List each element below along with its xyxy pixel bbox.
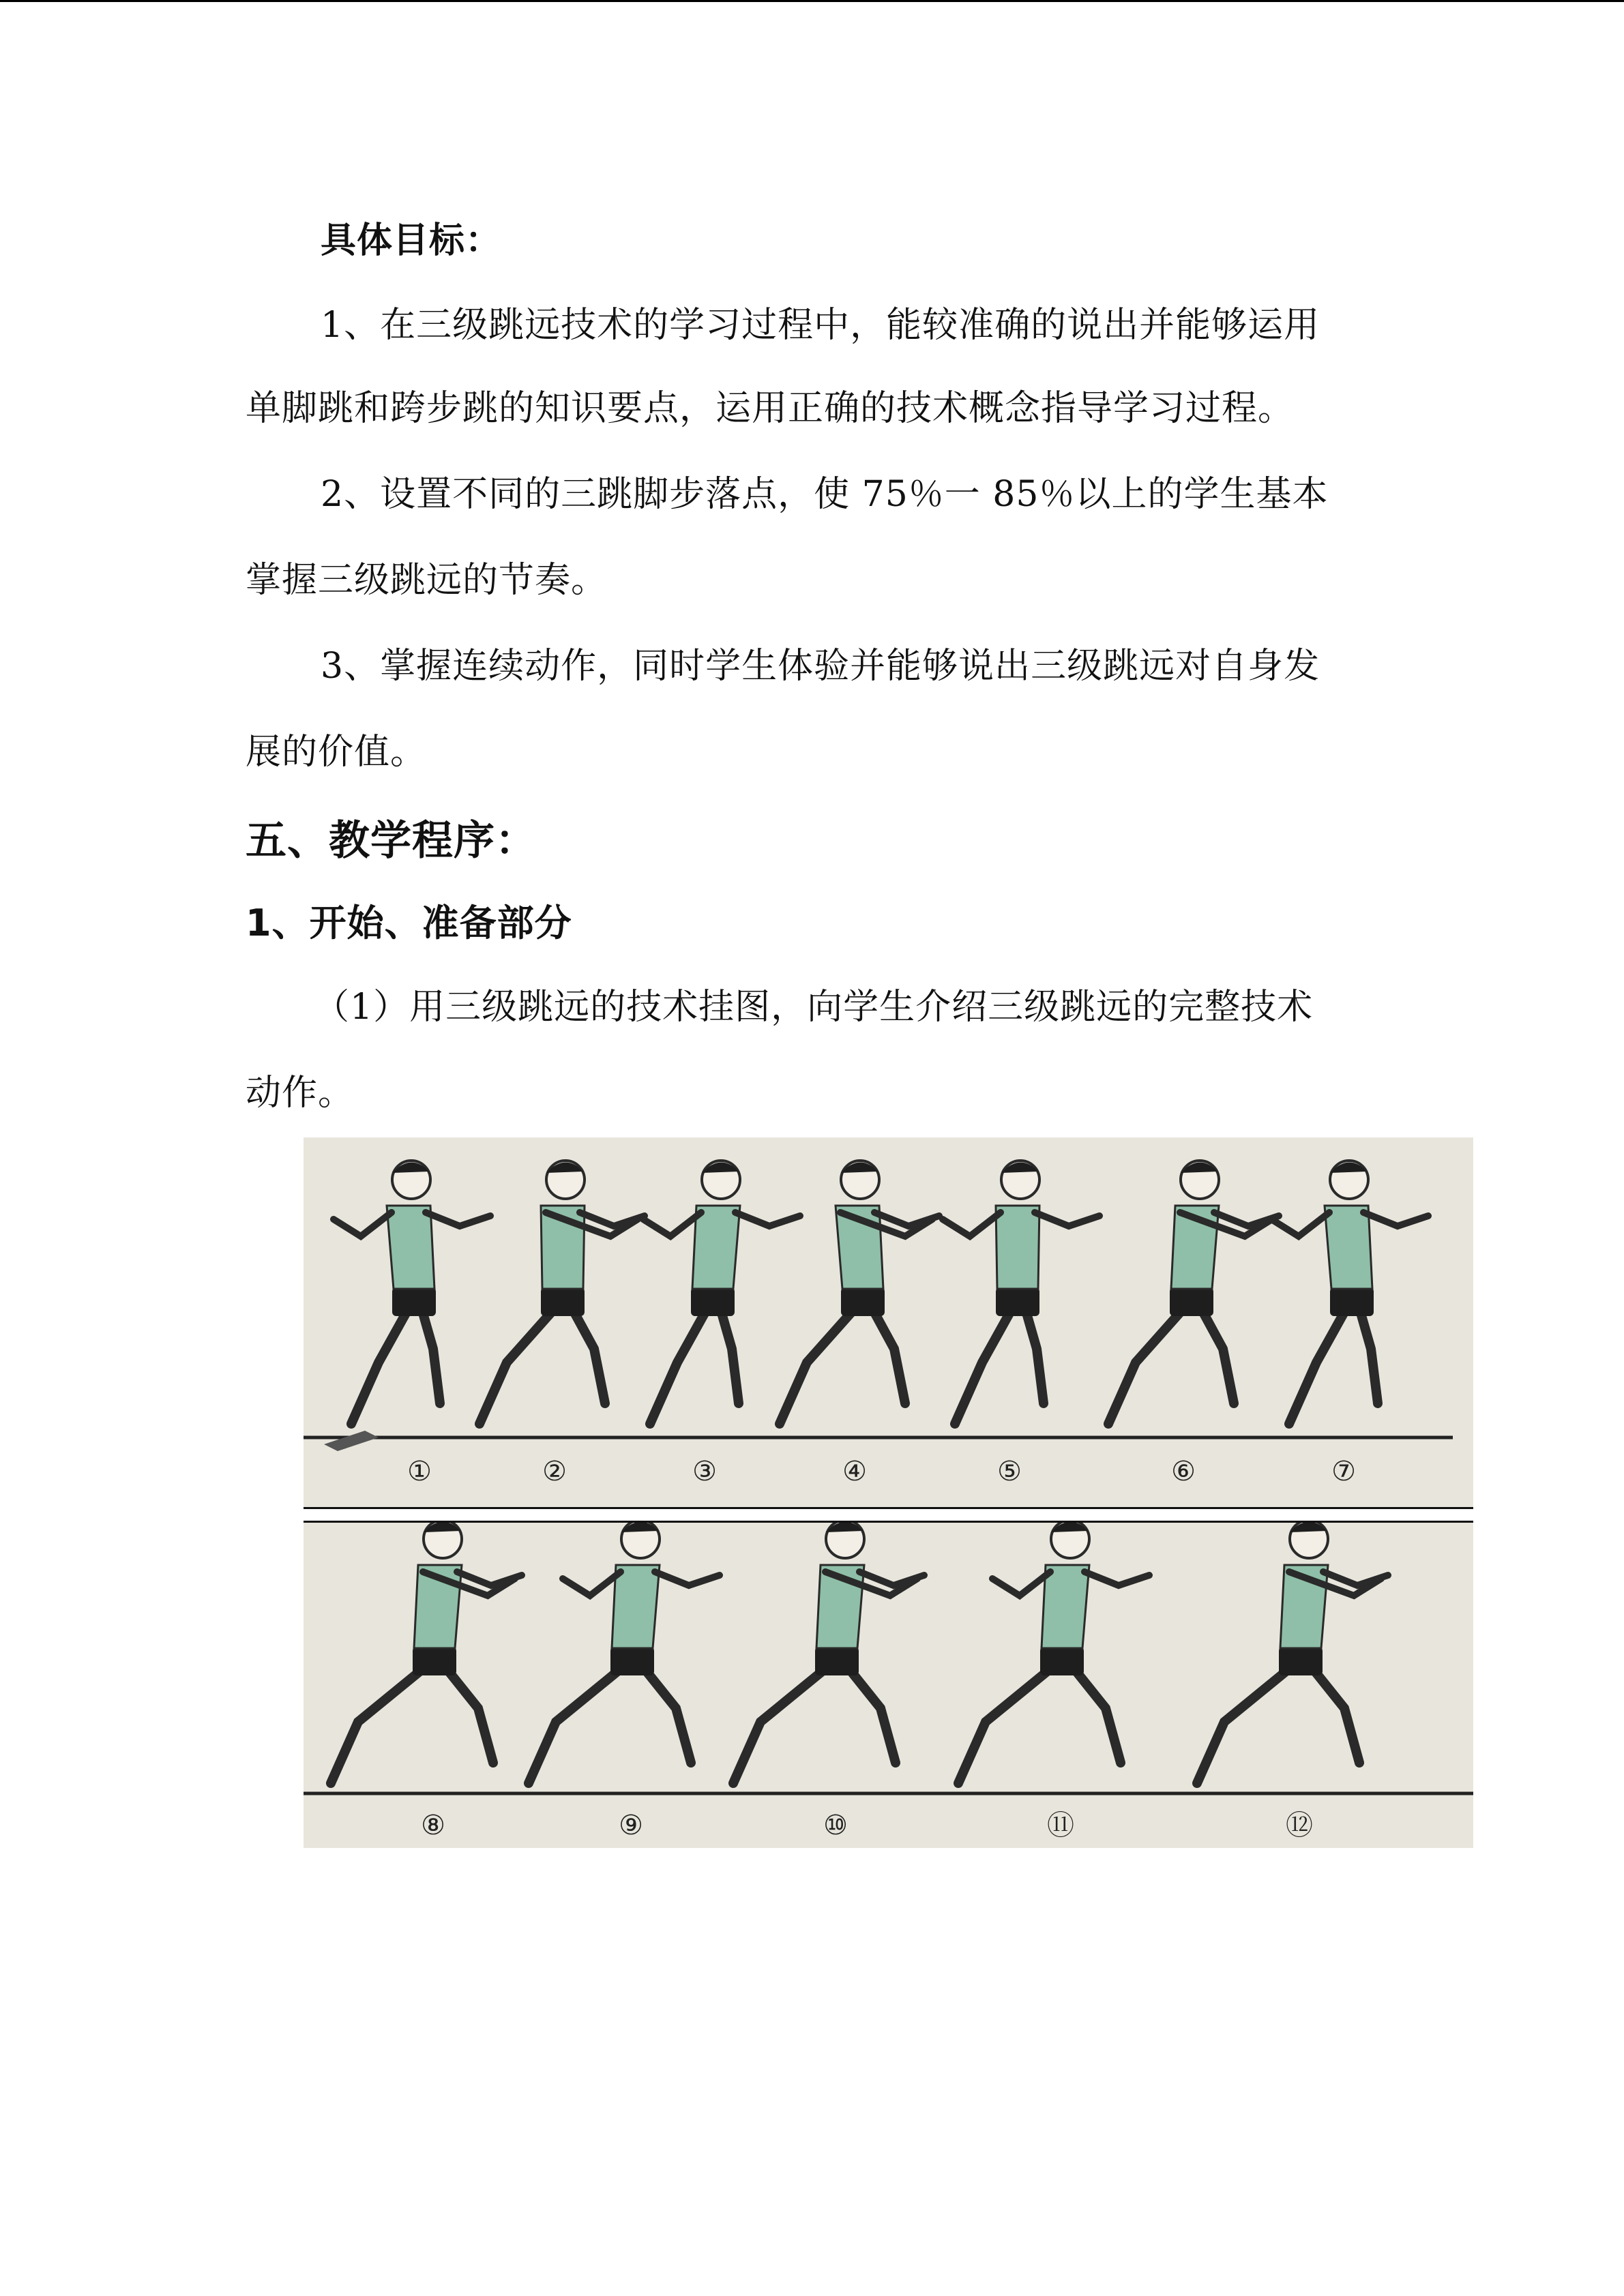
frame-number-label: ⑧ xyxy=(421,1810,445,1841)
frame-number-label: ⑫ xyxy=(1286,1810,1313,1841)
athlete-figure xyxy=(780,1161,939,1424)
objective-3-line-2: 展的价值。 xyxy=(246,732,427,773)
frame-number-label: ④ xyxy=(842,1456,867,1487)
frame-number-label: ⑦ xyxy=(1331,1456,1356,1487)
bottom-sequence-drawing xyxy=(304,1521,1473,1848)
objective-1-line-1: 1、在三级跳远技术的学习过程中，能较准确的说出并能够运用 xyxy=(321,305,1320,346)
section-5-heading: 五、教学程序： xyxy=(246,817,537,865)
page-top-border xyxy=(0,0,1624,2)
objective-2-line-1: 2、设置不同的三跳脚步落点，使 75％一 85％以上的学生基本 xyxy=(321,474,1329,515)
athlete-figure xyxy=(331,1521,522,1783)
objective-3-line-1: 3、掌握连续动作，同时学生体验并能够说出三级跳远对自身发 xyxy=(321,646,1320,687)
athlete-figure xyxy=(643,1161,800,1424)
objective-1-line-2: 单脚跳和跨步跳的知识要点，运用正确的技术概念指导学习过程。 xyxy=(246,388,1295,429)
frame-number-label: ⑩ xyxy=(823,1810,848,1841)
objective-2-line-2: 掌握三级跳远的节奏。 xyxy=(246,560,608,601)
athlete-figure xyxy=(943,1161,1099,1424)
frame-number-label: ⑪ xyxy=(1047,1810,1074,1841)
frame-number-label: ⑥ xyxy=(1171,1456,1196,1487)
objectives-heading: 具体目标： xyxy=(321,220,502,261)
takeoff-board xyxy=(324,1431,379,1451)
frame-number-label: ① xyxy=(407,1456,432,1487)
frame-number-label: ③ xyxy=(692,1456,717,1487)
athlete-figure xyxy=(1197,1521,1388,1783)
figure-panel-top xyxy=(304,1137,1473,1507)
frame-number-label: ② xyxy=(542,1456,567,1487)
figure-divider-top xyxy=(304,1507,1473,1509)
athlete-figure xyxy=(529,1521,720,1783)
athlete-figure xyxy=(1108,1161,1279,1424)
top-sequence-drawing xyxy=(304,1137,1473,1507)
athlete-figure xyxy=(958,1521,1149,1783)
frame-number-label: ⑨ xyxy=(619,1810,643,1841)
frame-number-label: ⑤ xyxy=(997,1456,1022,1487)
athlete-figure xyxy=(479,1161,645,1424)
athlete-figure xyxy=(733,1521,924,1783)
step-1-line-1: （1）用三级跳远的技术挂图，向学生介绍三级跳远的完整技术 xyxy=(314,987,1314,1028)
part-1-heading: 1、开始、准备部分 xyxy=(246,901,572,944)
figure-divider-bottom xyxy=(304,1521,1473,1523)
athlete-figure xyxy=(334,1161,490,1424)
figure-panel-bottom xyxy=(304,1521,1473,1848)
athlete-figure xyxy=(1271,1161,1428,1424)
step-1-line-2: 动作。 xyxy=(246,1073,355,1114)
